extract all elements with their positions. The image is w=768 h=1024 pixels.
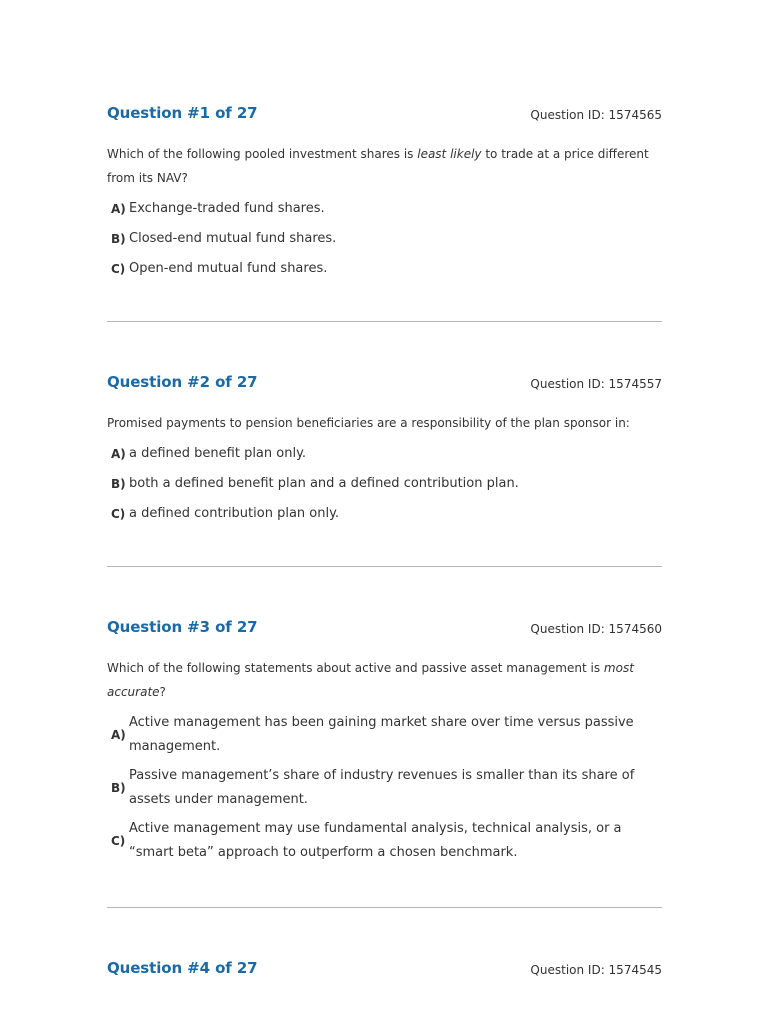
option-letter: A)	[111, 202, 126, 216]
option-letter: B)	[111, 232, 126, 246]
answer-options	[107, 439, 662, 529]
option-text: Passive management’s share of industry revenues is smaller than its share of assets under management.	[129, 767, 635, 807]
option-a[interactable]	[107, 708, 662, 761]
stem-emphasis: most accurate	[107, 661, 634, 699]
question-id: Question ID: 1574557	[530, 377, 662, 391]
option-text: Exchange-traded fund shares.	[129, 201, 325, 216]
question-title: Question #1 of 27	[107, 104, 258, 122]
question-header	[107, 959, 662, 989]
question-3	[107, 618, 662, 867]
option-text: a defined contribution plan only.	[129, 506, 340, 521]
option-b[interactable]	[107, 224, 662, 254]
option-a[interactable]	[107, 194, 662, 224]
option-text: a defined benefit plan only.	[129, 446, 307, 461]
option-letter: A)	[111, 727, 126, 742]
option-letter: C)	[111, 262, 126, 276]
question-header	[107, 618, 662, 648]
option-letter: A)	[111, 447, 126, 461]
question-title: Question #3 of 27	[107, 618, 258, 636]
answer-options	[107, 194, 662, 284]
question-title: Question #4 of 27	[107, 959, 258, 977]
question-stem: Promised payments to pension beneficiaries are a responsibility of the plan sponsor in:	[107, 416, 630, 430]
question-1	[107, 104, 662, 284]
question-id: Question ID: 1574545	[530, 963, 662, 977]
question-2	[107, 373, 662, 529]
option-letter: B)	[111, 477, 126, 491]
option-b[interactable]	[107, 469, 662, 499]
option-text: Active management may use fundamental analysis, technical analysis, or a “smart beta” approach to outperform a chosen benchmark.	[129, 820, 622, 860]
question-title: Question #2 of 27	[107, 373, 258, 391]
option-c[interactable]	[107, 254, 662, 284]
option-b[interactable]	[107, 761, 662, 814]
question-header	[107, 373, 662, 403]
divider	[107, 907, 662, 908]
option-letter: C)	[111, 833, 126, 848]
option-letter: C)	[111, 507, 126, 521]
option-letter: B)	[111, 780, 126, 795]
question-id: Question ID: 1574560	[530, 622, 662, 636]
option-c[interactable]	[107, 499, 662, 529]
option-c[interactable]	[107, 814, 662, 867]
answer-options	[107, 708, 662, 867]
option-text: Open-end mutual fund shares.	[129, 261, 328, 276]
question-stem: Which of the following pooled investment shares is least likely to trade at a price different from its NAV?	[107, 147, 649, 185]
option-a[interactable]	[107, 439, 662, 469]
question-id: Question ID: 1574565	[530, 108, 662, 122]
option-text: Closed-end mutual fund shares.	[129, 231, 337, 246]
divider	[107, 321, 662, 322]
stem-emphasis: least likely	[417, 147, 482, 161]
divider	[107, 566, 662, 567]
option-text: Active management has been gaining market share over time versus passive management.	[129, 714, 634, 754]
question-4	[107, 959, 662, 989]
option-text: both a defined benefit plan and a defined contribution plan.	[129, 476, 519, 491]
question-header	[107, 104, 662, 134]
question-stem: Which of the following statements about active and passive asset management is most accurate?	[107, 661, 634, 699]
